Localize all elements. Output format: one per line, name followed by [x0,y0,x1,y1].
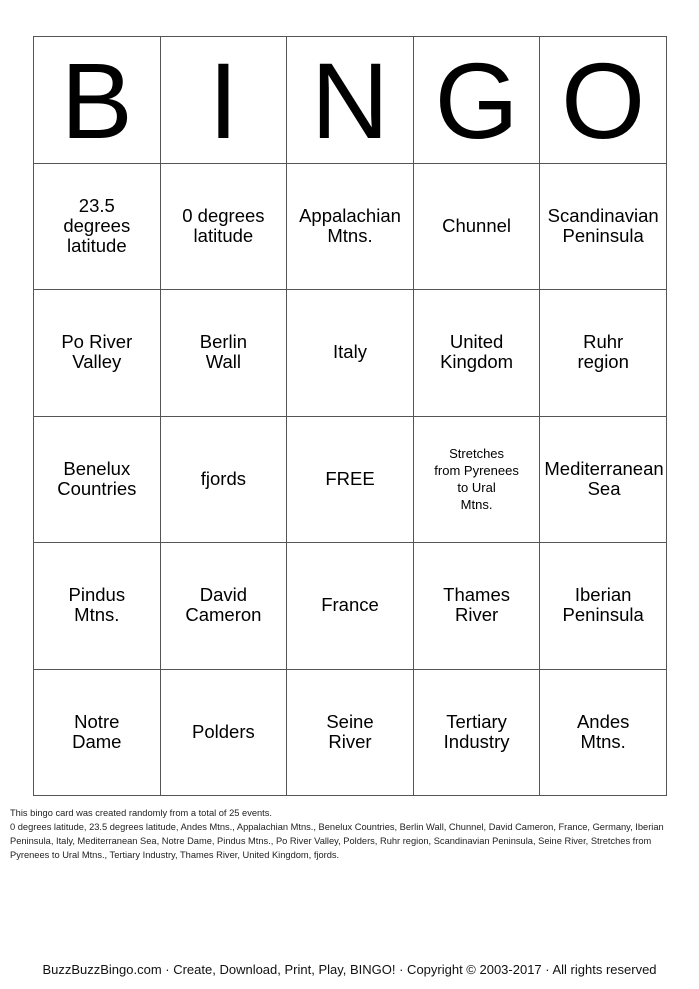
header-letter-n: N [287,37,414,164]
bingo-cell[interactable] [160,416,287,543]
bingo-cell[interactable] [540,290,667,417]
bingo-cell[interactable] [413,669,540,796]
bingo-cell[interactable] [540,416,667,543]
header-letter-o: O [540,37,667,164]
cell-label: United Kingdom [440,331,514,373]
cell-label: Andes Mtns. [576,710,630,752]
header-row [34,37,667,164]
bingo-card [33,36,667,796]
free-space-cell[interactable] [287,416,414,543]
cell-label: David Cameron [185,584,262,626]
card-summary: This bingo card was created randomly from a total of 25 events. [10,808,272,818]
card-row [34,416,667,543]
bingo-cell[interactable] [540,163,667,290]
cell-label: Benelux Countries [57,457,137,499]
cell-label: Appalachian Mtns. [299,204,401,246]
cell-label: France [321,594,379,616]
bingo-cell[interactable] [413,543,540,670]
cell-label: Italy [333,341,367,363]
cell-label: 0 degrees latitude [182,204,265,246]
cell-label: 23.5 degrees latitude [63,194,131,256]
bingo-cell[interactable] [160,669,287,796]
bingo-cell[interactable] [34,543,161,670]
bingo-cell[interactable] [287,163,414,290]
cell-label: Ruhr region [577,331,629,373]
card-row [34,669,667,796]
bingo-cell[interactable] [540,543,667,670]
cell-label: Notre Dame [72,710,122,752]
bingo-cell[interactable] [34,669,161,796]
footer-copyright: BuzzBuzzBingo.com · Create, Download, Print, Play, BINGO! · Copyright © 2003-2017 · All rights reserved [42,962,657,977]
bingo-cell[interactable] [413,416,540,543]
bingo-cell[interactable] [34,416,161,543]
bingo-cell[interactable] [287,290,414,417]
bingo-cell[interactable] [413,290,540,417]
header-letter-i: I [160,37,287,164]
card-row [34,163,667,290]
events-list: 0 degrees latitude, 23.5 degrees latitude, Andes Mtns., Appalachian Mtns., Benelux Countries, Berlin Wall, Chunnel, David Cameron, France, Germany, Iberian Peninsula, Italy, Mediterranean Sea, Notre Dame, Pindus Mtns., Po River Valley, Polders, Ruhr region, Scandinavian Peninsula, Seine River, Stretches from Pyrenees to Ural Mtns., Tertiary Industry, Thames River, United Kingdom, fjords. [10,822,664,860]
cell-label: Chunnel [442,214,512,236]
bingo-cell[interactable] [540,669,667,796]
cell-label: Po River Valley [61,331,133,373]
card-row [34,290,667,417]
bingo-cell[interactable] [160,163,287,290]
cell-label: Pindus Mtns. [68,584,126,626]
cell-label: fjords [200,467,247,489]
bingo-cell[interactable] [34,290,161,417]
header-letter-b: B [34,37,161,164]
bingo-cell[interactable] [413,163,540,290]
cell-label: Thames River [443,584,510,626]
cell-label: Mediterranean Sea [544,457,664,499]
bingo-cell[interactable] [287,543,414,670]
cell-label: Stretches from Pyrenees to Ural Mtns. [434,445,519,512]
cell-label: FREE [325,467,375,489]
bingo-cell[interactable] [160,543,287,670]
bingo-grid [34,37,667,796]
bingo-cell[interactable] [287,669,414,796]
bingo-cell[interactable] [34,163,161,290]
header-letter-g: G [413,37,540,164]
bingo-cell[interactable] [160,290,287,417]
cell-label: Tertiary Industry [443,710,510,752]
card-row [34,543,667,670]
cell-label: Scandinavian Peninsula [547,204,659,246]
cell-label: Berlin Wall [199,331,248,373]
cell-label: Polders [192,720,255,742]
cell-label: Iberian Peninsula [562,584,644,626]
cell-label: Seine River [326,710,374,752]
card-info [10,806,690,862]
